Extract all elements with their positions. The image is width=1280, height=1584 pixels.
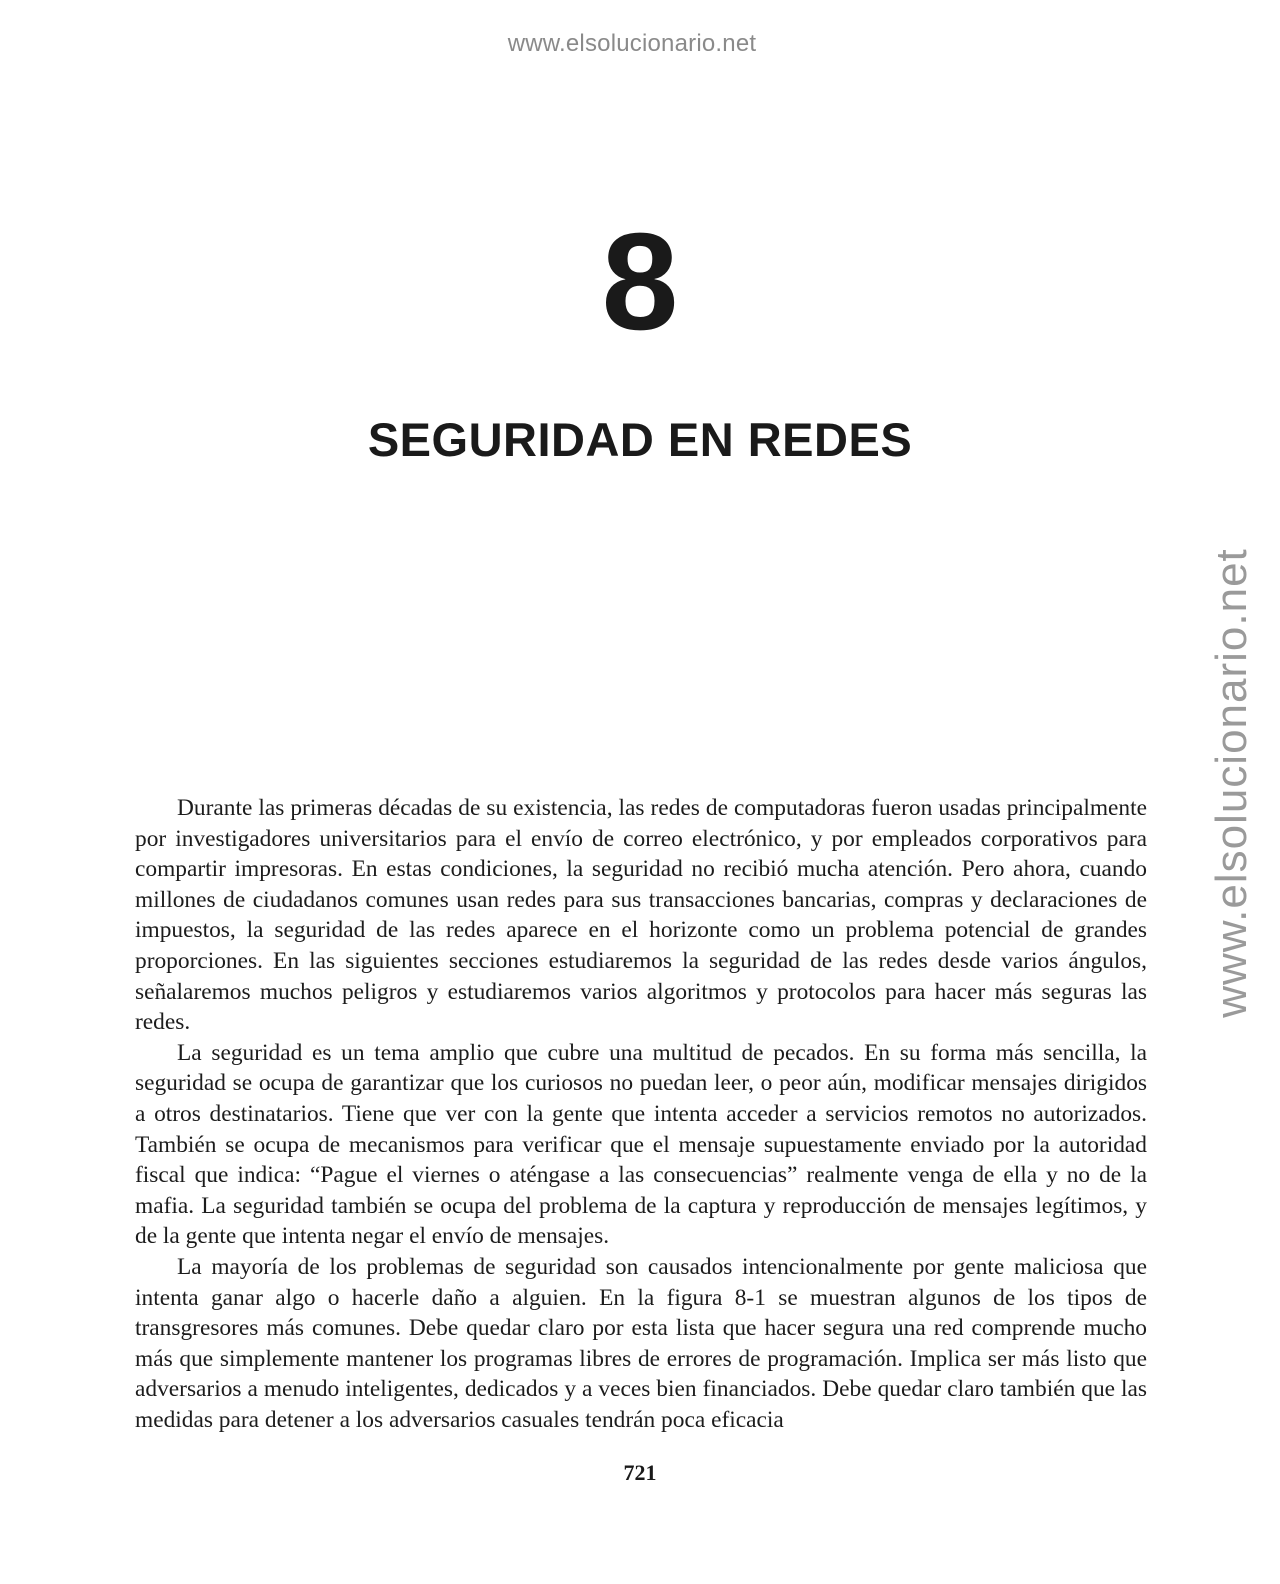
watermark-side: www.elsolucionario.net [1207,548,1256,1018]
paragraph: La seguridad es un tema amplio que cubre una multitud de pecados. En su forma más sencilla, la seguridad se ocupa de garantizar que los curiosos no puedan leer, o peor aún, modificar mensajes dirigidos a otros destinatarios. Tiene que ver con la gente que intenta acceder a servicios remotos no autorizados. También se ocupa de mecanismos para verificar que el mensaje supuestamente enviado por la autoridad fiscal que indica: “Pague el viernes o aténgase a las consecuencias” realmente venga de ella y no de la mafia. La seguridad también se ocupa del problema de la captura y reproducción de mensajes legítimos, y de la gente que intenta negar el envío de mensajes. [135,1039,1147,1250]
body-text [135,793,1147,1435]
page-number: 721 [623,1460,657,1485]
paragraph: La mayoría de los problemas de seguridad son causados intencionalmente por gente maliciosa que intenta ganar algo o hacerle daño a alguien. En la figura 8-1 se muestran algunos de los tipos de transgresores más comunes. Debe quedar claro por esta lista que hacer segura una red comprende mucho más que simplemente mantener los programas libres de errores de programación. Implica ser más listo que adversarios a menudo inteligentes, dedicados y a veces bien financiados. Debe quedar claro también que las medidas para detener a los adversarios casuales tendrán poca eficacia [135,1253,1147,1433]
paragraph: Durante las primeras décadas de su existencia, las redes de computadoras fueron usadas principalmente por investigadores universitarios para el envío de correo electrónico, y por empleados corporativos para compartir impresoras. En estas condiciones, la seguridad no recibió mucha atención. Pero ahora, cuando millones de ciudadanos comunes usan redes para sus transacciones bancarias, compras y declaraciones de impuestos, la seguridad de las redes aparece en el horizonte como un problema potencial de grandes proporciones. En las siguientes secciones estudiaremos la seguridad de las redes desde varios ángulos, señalaremos muchos peligros y estudiaremos varios algoritmos y protocolos para hacer más seguras las redes. [135,795,1147,1036]
chapter-number: 8 [601,205,679,359]
chapter-title: SEGURIDAD EN REDES [367,413,913,466]
watermark-top: www.elsolucionario.net [507,30,757,57]
